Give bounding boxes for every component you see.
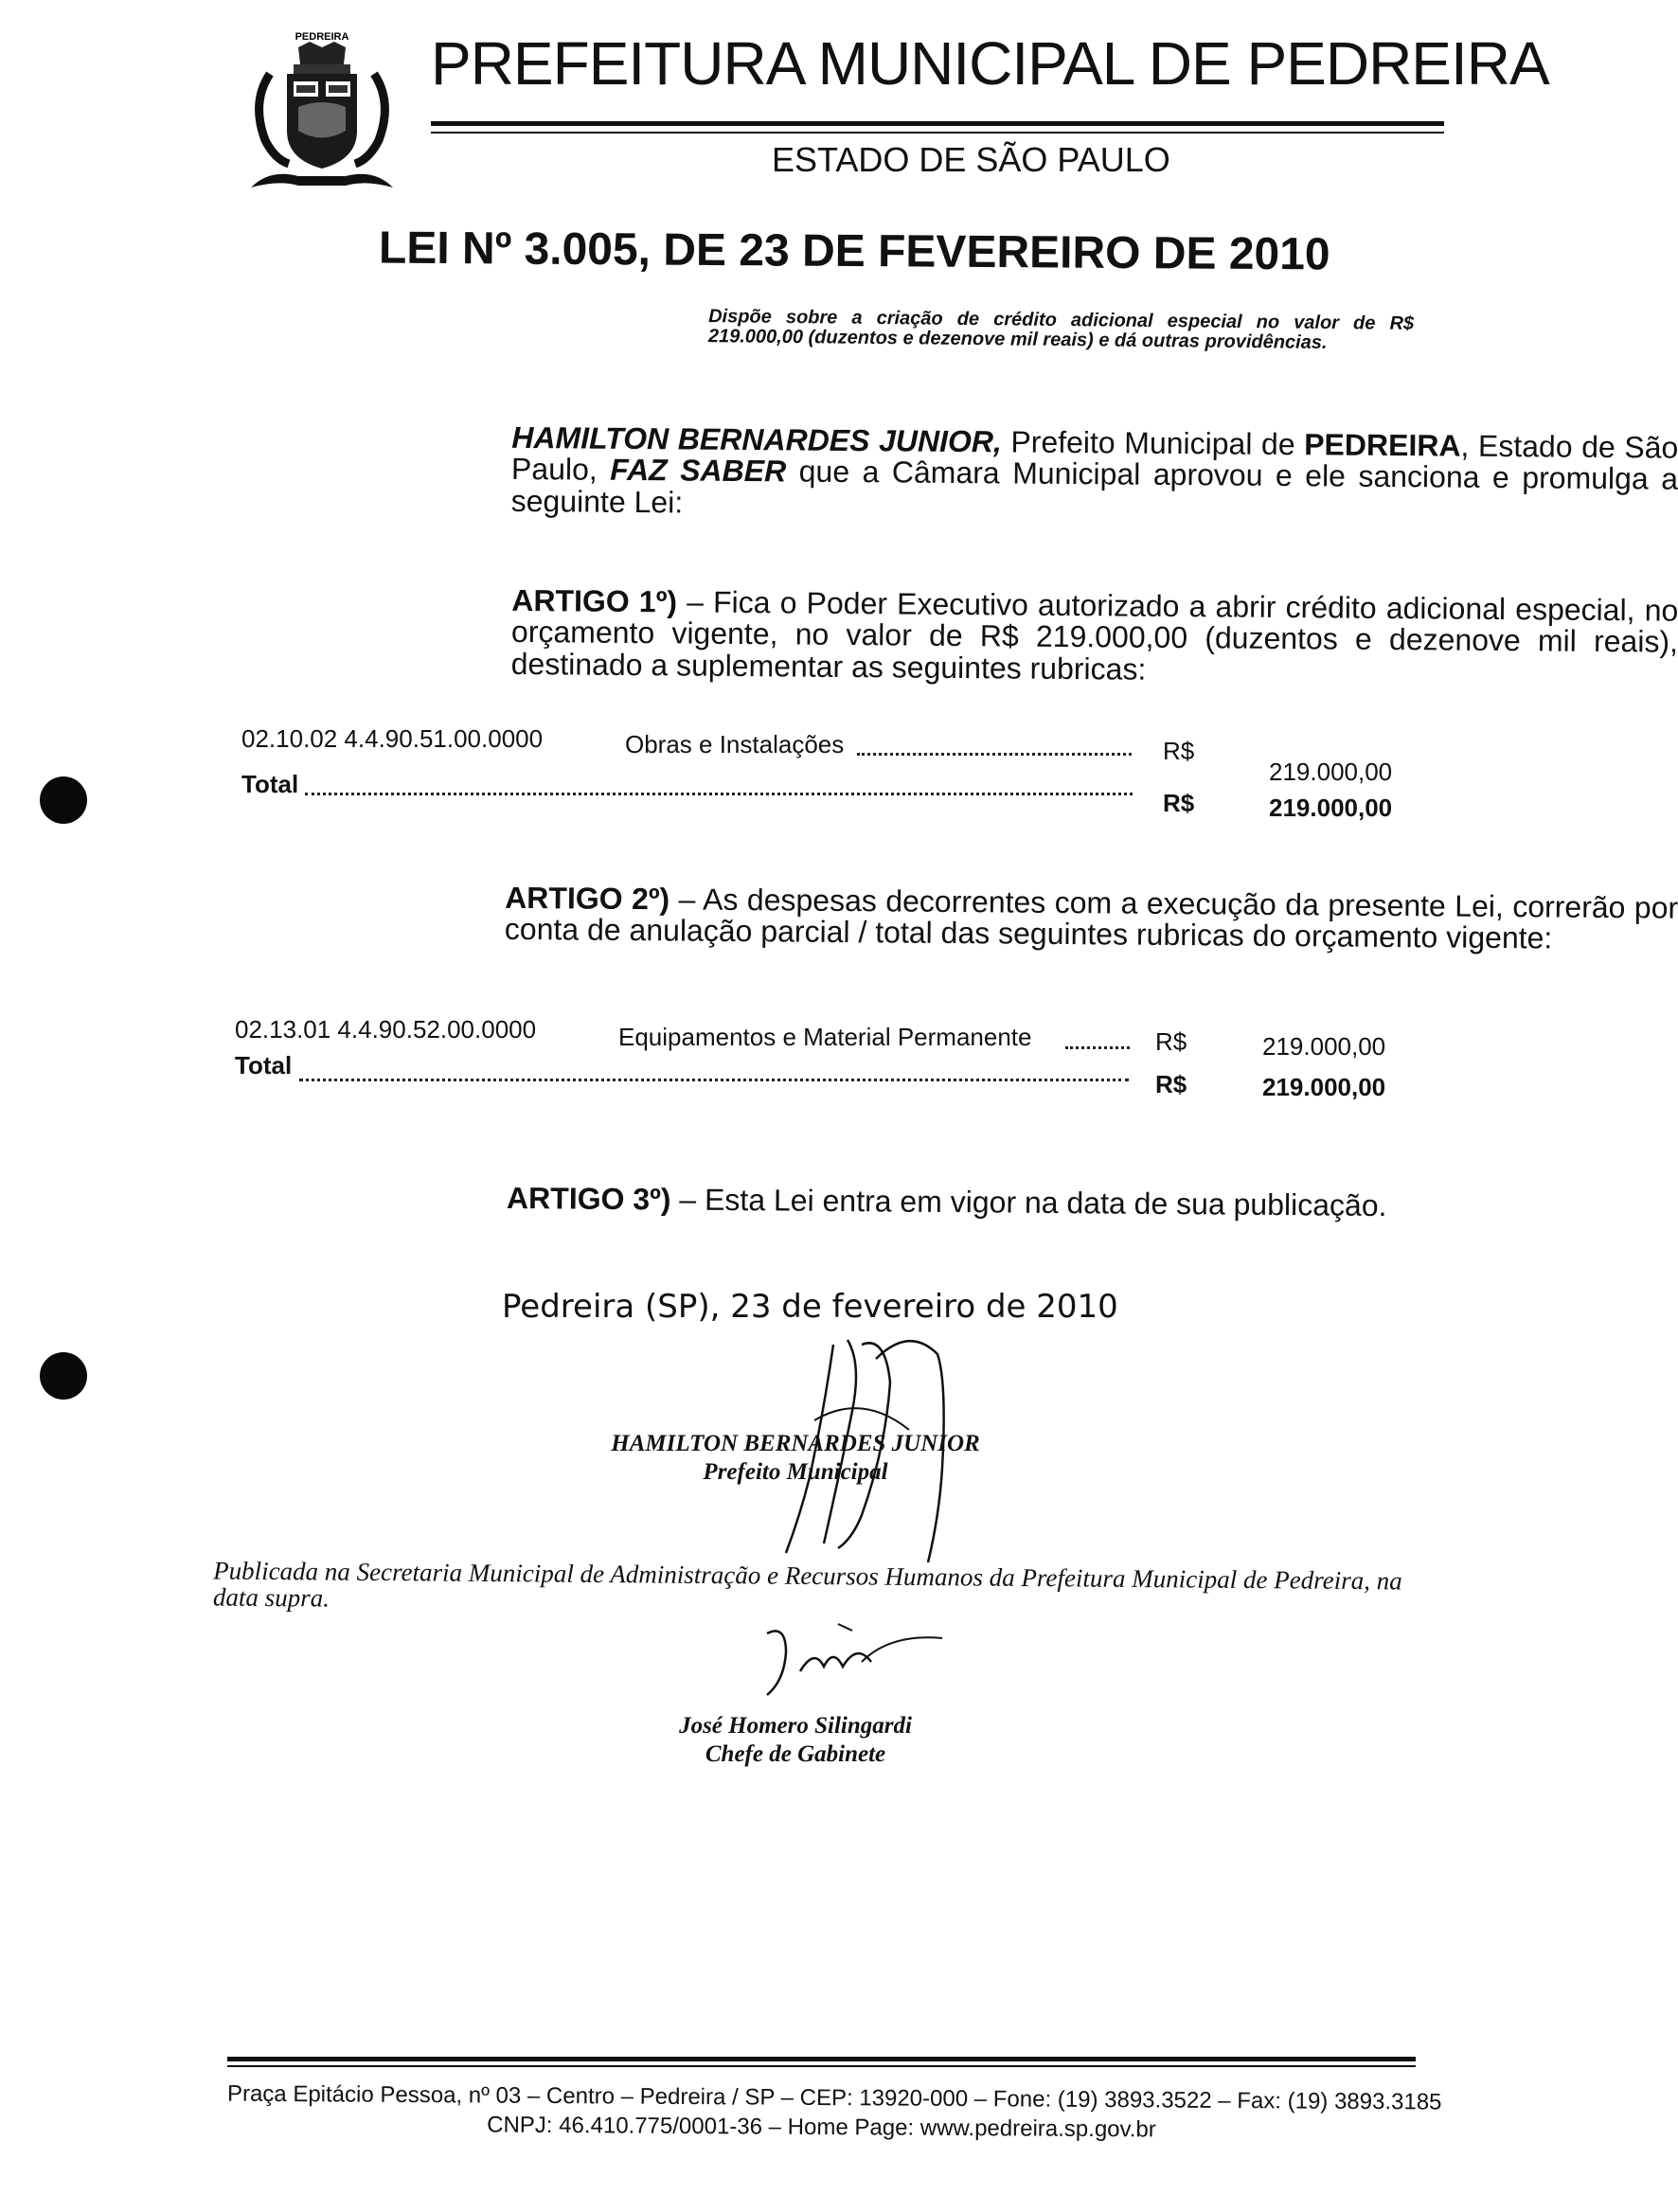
city-crest-emblem [241, 27, 402, 192]
publication-note: Publicada na Secretaria Municipal de Administração e Recursos Humanos da Prefeitura Municipal de Pedreira, na data supra. [212, 1556, 1402, 1613]
artigo-3-paragraph [506, 1180, 1387, 1223]
preamble-text-1: Prefeito Municipal de [1001, 424, 1305, 462]
crest-label: PEDREIRA [295, 31, 349, 43]
chief-signature-block [606, 1712, 985, 1769]
artigo-2-row-currency: R$ [1155, 1027, 1187, 1056]
preamble-text-3: que a Câmara Municipal aprovou e ele sanciona e promulga a seguinte Lei: [510, 454, 1678, 520]
place-date: Pedreira (SP), 23 de fevereiro de 2010 [502, 1288, 1118, 1326]
footer-rule-thin [227, 2065, 1416, 2067]
chief-signature-role: Chefe de Gabinete [705, 1741, 886, 1767]
header-rule-thin [431, 132, 1444, 134]
artigo-2-total-leader [299, 1079, 1129, 1081]
preamble-text-2: , Estado de São Paulo, [510, 428, 1678, 488]
artigo-1-row-currency: R$ [1163, 737, 1195, 765]
artigo-2-row-leader [1065, 1046, 1130, 1049]
artigo-1-paragraph [237, 582, 1678, 689]
chief-signature-name: José Homero Silingardi [679, 1713, 912, 1739]
footer-cnpj-homepage: CNPJ: 46.410.775/0001-36 – Home Page: www.pedreira.sp.gov.br [487, 2112, 1156, 2143]
artigo-1-row-description: Obras e Instalações [625, 730, 845, 758]
mayor-signature-name: HAMILTON BERNARDES JUNIOR [611, 1431, 980, 1456]
city-name: PEDREIRA [1304, 427, 1461, 463]
footer-address: Praça Epitácio Pessoa, nº 03 – Centro – Pedreira / SP – CEP: 13920-000 – Fone: (19) 3893.3522 – Fax: (19) 3893.3185 [226, 2080, 1442, 2115]
artigo-1-total-label: Total [241, 770, 299, 798]
artigo-2-total-currency: R$ [1155, 1070, 1187, 1098]
artigo-2-heading: ARTIGO 2º) [505, 880, 670, 917]
state-subtitle: ESTADO DE SÃO PAULO [772, 140, 1170, 179]
artigo-1-total-currency: R$ [1163, 789, 1195, 817]
binder-hole-bottom [40, 1352, 87, 1400]
mayor-signature-block [568, 1430, 1023, 1487]
artigo-1-heading: ARTIGO 1º) [511, 582, 678, 619]
header-rule-thick [431, 121, 1444, 126]
municipality-title: PREFEITURA MUNICIPAL DE PEDREIRA [431, 29, 1549, 98]
artigo-2-paragraph [230, 880, 1678, 955]
law-title: LEI Nº 3.005, DE 23 DE FEVEREIRO DE 2010 [378, 223, 1330, 280]
artigo-1-row-code: 02.10.02 4.4.90.51.00.0000 [241, 724, 544, 753]
law-summary: Dispõe sobre a criação de crédito adicional especial no valor de R$ 219.000,00 (duzentos e dezenove mil reais) e dá outras providências. [707, 306, 1415, 353]
preamble-paragraph [237, 419, 1678, 526]
artigo-2-row-description: Equipamentos e Material Permanente [618, 1023, 1032, 1051]
artigo-2-row-value: 219.000,00 [1262, 1032, 1386, 1061]
artigo-2-text: – As despesas decorrentes com a execução da presente Lei, correrão por conta de anulação parcial / total das seguintes rubricas do orçamento vigente: [504, 882, 1678, 955]
mayor-signature-role: Prefeito Municipal [703, 1459, 888, 1485]
artigo-1-row-leader [857, 753, 1132, 756]
footer-rule-thick [227, 2057, 1416, 2061]
artigo-1-total-leader [305, 793, 1133, 795]
artigo-2-total-value: 219.000,00 [1262, 1073, 1386, 1101]
artigo-1-text: – Fica o Poder Executivo autorizado a abrir crédito adicional especial, no orçamento vigente, no valor de R$ 219.000,00 (duzentos e dezenove mil reais), destinado a suplementar as seguintes rubricas: [510, 584, 1678, 687]
artigo-2-total-label: Total [235, 1051, 293, 1079]
artigo-3-text: – Esta Lei entra em vigor na data de sua publicação. [670, 1182, 1387, 1223]
artigo-2-row-code: 02.13.01 4.4.90.52.00.0000 [235, 1015, 537, 1044]
faz-saber: FAZ SABER [610, 453, 787, 489]
binder-hole-top [40, 776, 87, 824]
artigo-3-heading: ARTIGO 3º) [506, 1180, 671, 1217]
artigo-1-row-value: 219.000,00 [1269, 758, 1393, 786]
mayor-name: HAMILTON BERNARDES JUNIOR, [511, 419, 1002, 459]
artigo-1-total-value: 219.000,00 [1269, 794, 1393, 822]
